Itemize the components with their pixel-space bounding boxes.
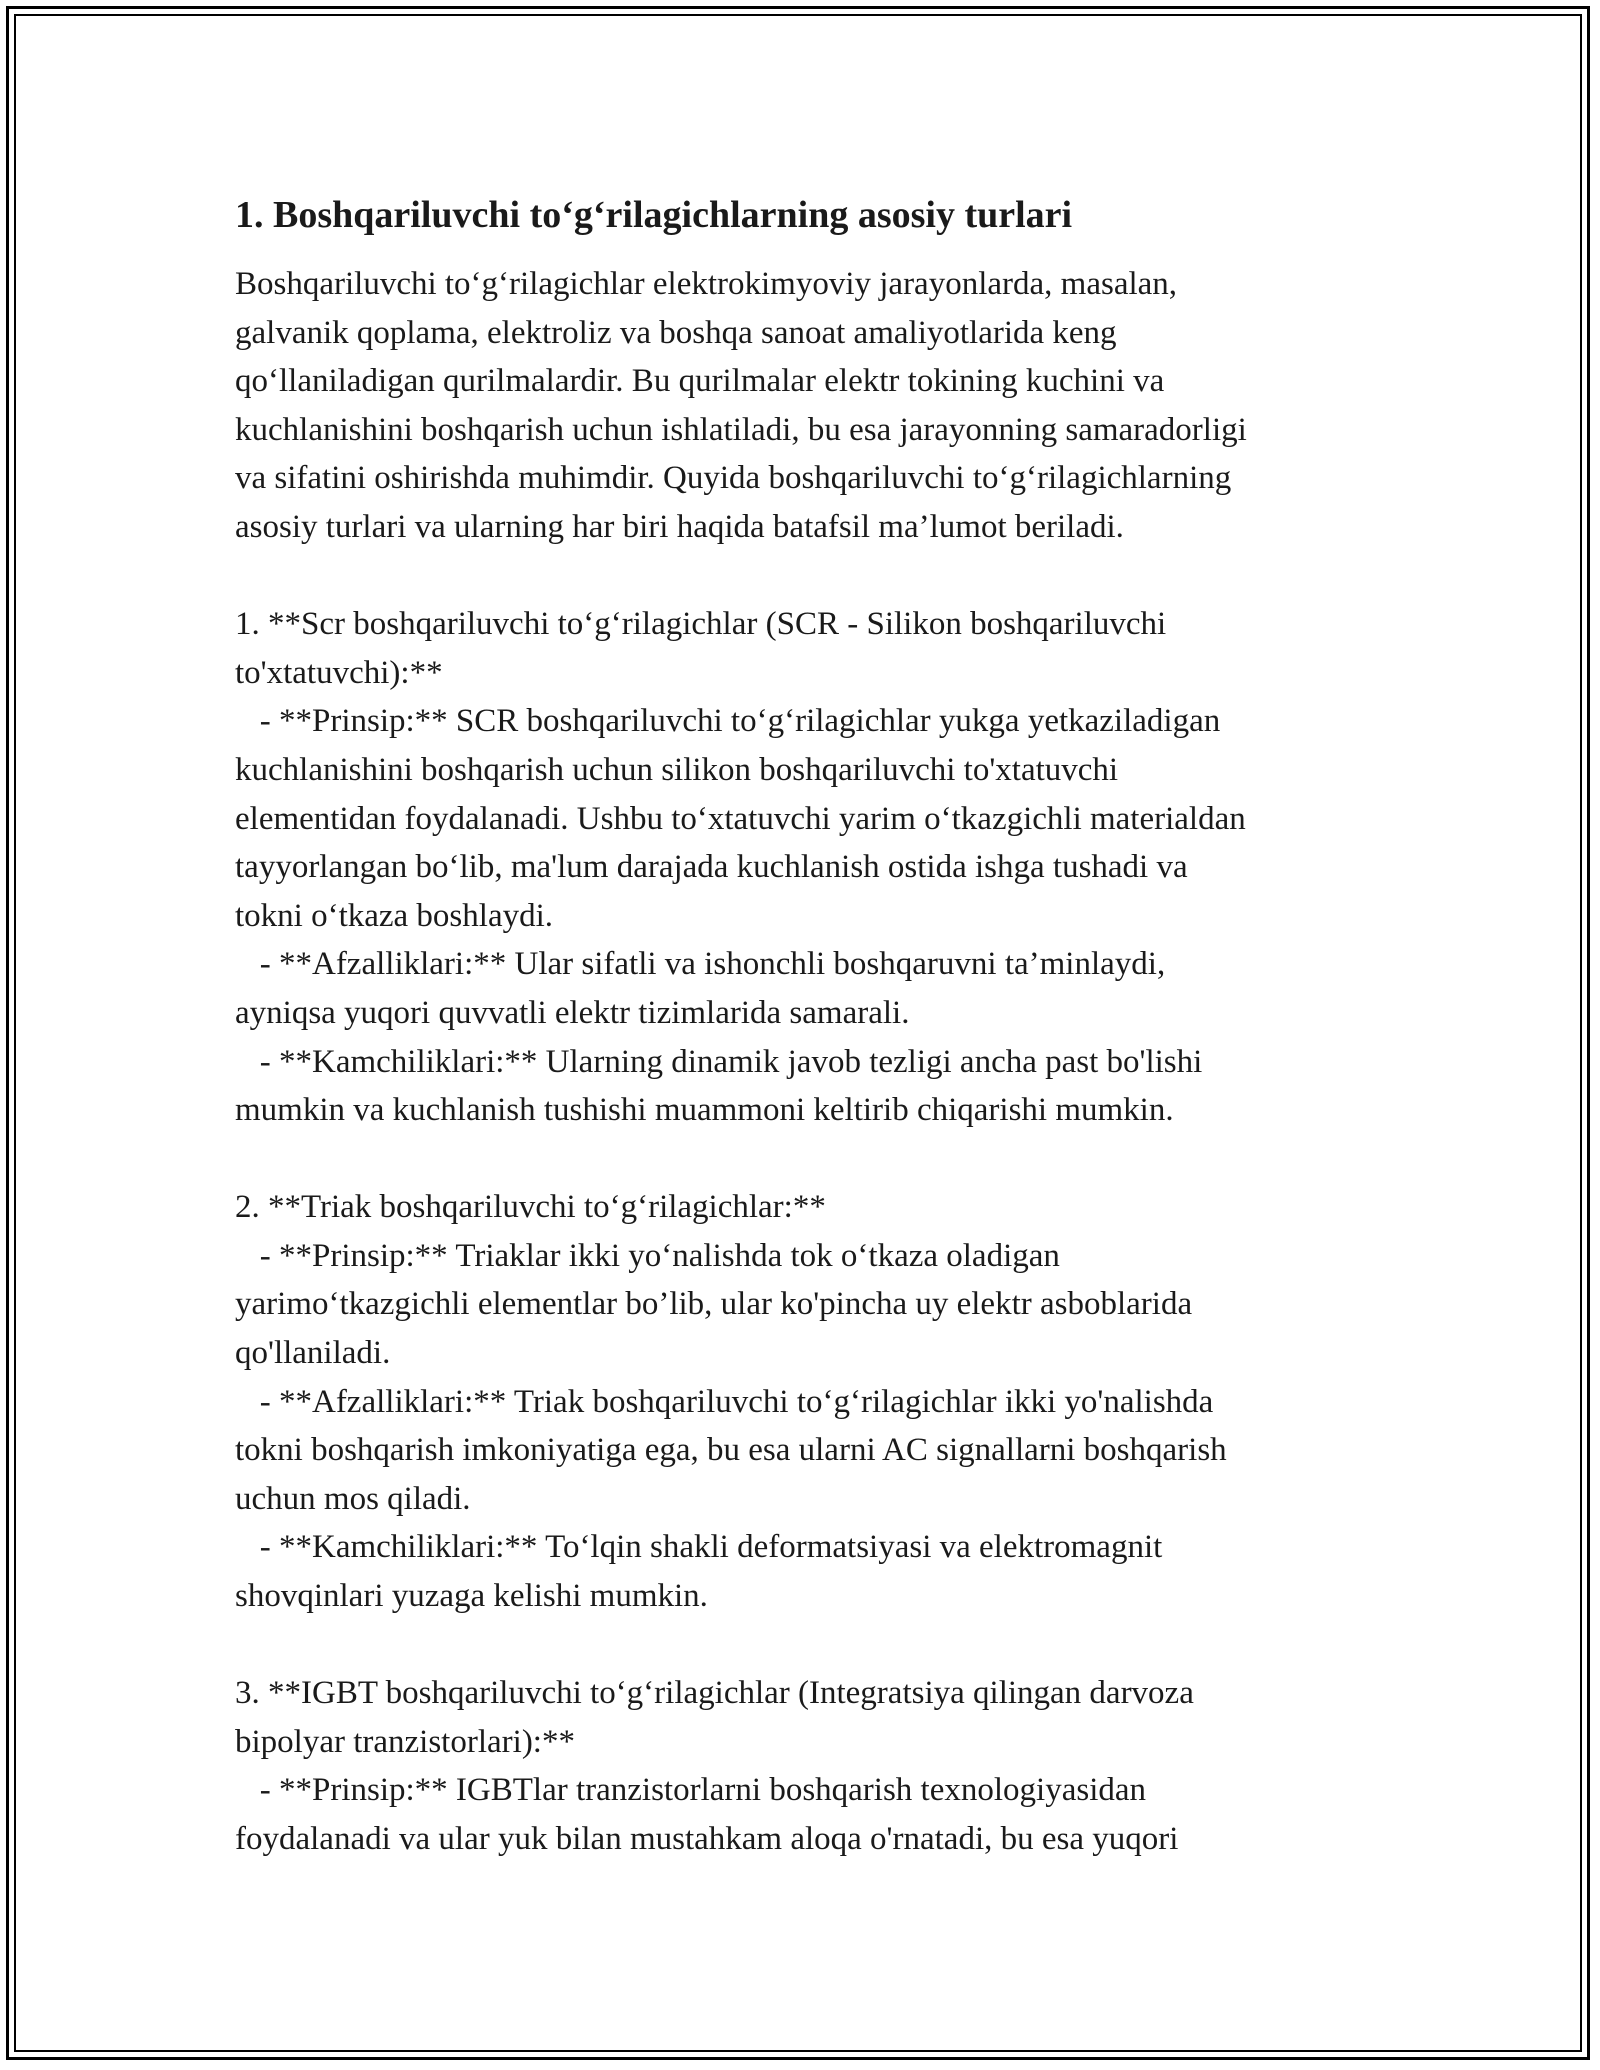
text-line: mumkin va kuchlanish tushishi muammoni keltirib chiqarishi mumkin.	[235, 1092, 1174, 1129]
text-line: 1. **Scr boshqariluvchi to‘g‘rilagichlar (SCR - Silikon boshqariluvchi	[235, 606, 1167, 643]
text-line: tokni o‘tkaza boshlaydi.	[235, 897, 554, 934]
text-line: kuchlanishini boshqarish uchun ishlatiladi, bu esa jarayonning samaradorligi	[235, 411, 1247, 448]
text-line: - **Prinsip:** IGBTlar tranzistorlarni boshqarish texnologiyasidan	[235, 1772, 1147, 1809]
text-line: elementidan foydalanadi. Ushbu to‘xtatuvchi yarim o‘tkazgichli materialdan	[235, 800, 1246, 837]
text-line: bipolyar tranzistorlari):**	[235, 1723, 575, 1760]
text-line: 2. **Triak boshqariluvchi to‘g‘rilagichlar:**	[235, 1189, 826, 1226]
text-line: galvanik qoplama, elektroliz va boshqa sanoat amaliyotlarida keng	[235, 314, 1117, 351]
text-line: - **Kamchiliklari:** Ularning dinamik javob tezligi ancha past bo'lishi	[235, 1043, 1203, 1080]
text-line: - **Afzalliklari:** Triak boshqariluvchi to‘g‘rilagichlar ikki yo'nalishda	[235, 1383, 1214, 1420]
text-line: yarimo‘tkazgichli elementlar bo’lib, ular ko'pincha uy elektr asboblarida	[235, 1286, 1193, 1323]
text-line: - **Prinsip:** Triaklar ikki yo‘nalishda tok o‘tkaza oladigan	[235, 1237, 1060, 1274]
text-line: to'xtatuvchi):**	[235, 654, 443, 691]
text-line: asosiy turlari va ularning har biri haqida batafsil ma’lumot beriladi.	[235, 508, 1124, 545]
text-line: Boshqariluvchi to‘g‘rilagichlar elektrokimyoviy jarayonlarda, masalan,	[235, 266, 1178, 302]
text-line: uchun mos qiladi.	[235, 1480, 471, 1517]
text-line: - **Kamchiliklari:** To‘lqin shakli deformatsiyasi va elektromagnit	[235, 1529, 1163, 1566]
text-line: shovqinlari yuzaga kelishi mumkin.	[235, 1578, 708, 1615]
text-line: - **Afzalliklari:** Ular sifatli va ishonchli boshqaruvni ta’minlaydi,	[235, 946, 1166, 983]
body-text	[235, 260, 1375, 1864]
text-line: kuchlanishini boshqarish uchun silikon boshqariluvchi to'xtatuvchi	[235, 751, 1119, 788]
text-line: 3. **IGBT boshqariluvchi to‘g‘rilagichlar (Integratsiya qilingan darvoza	[235, 1675, 1194, 1712]
text-line: tokni boshqarish imkoniyatiga ega, bu esa ularni AC signallarni boshqarish	[235, 1432, 1227, 1469]
text-line: qo‘llaniladigan qurilmalardir. Bu qurilmalar elektr tokining kuchini va	[235, 363, 1165, 400]
section-title: 1. Boshqariluvchi to‘g‘rilagichlarning asosiy turlari	[235, 194, 1073, 236]
text-line: - **Prinsip:** SCR boshqariluvchi to‘g‘rilagichlar yukga yetkaziladigan	[235, 703, 1221, 740]
text-line: va sifatini oshirishda muhimdir. Quyida boshqariluvchi to‘g‘rilagichlarning	[235, 460, 1232, 497]
text-line: foydalanadi va ular yuk bilan mustahkam aloqa o'rnatadi, bu esa yuqori	[235, 1821, 1179, 1857]
text-line: qo'llaniladi.	[235, 1335, 391, 1372]
text-line: ayniqsa yuqori quvvatli elektr tizimlarida samarali.	[235, 994, 910, 1031]
document-body	[235, 188, 1375, 1864]
text-line: tayyorlangan bo‘lib, ma'lum darajada kuchlanish ostida ishga tushadi va	[235, 849, 1188, 886]
